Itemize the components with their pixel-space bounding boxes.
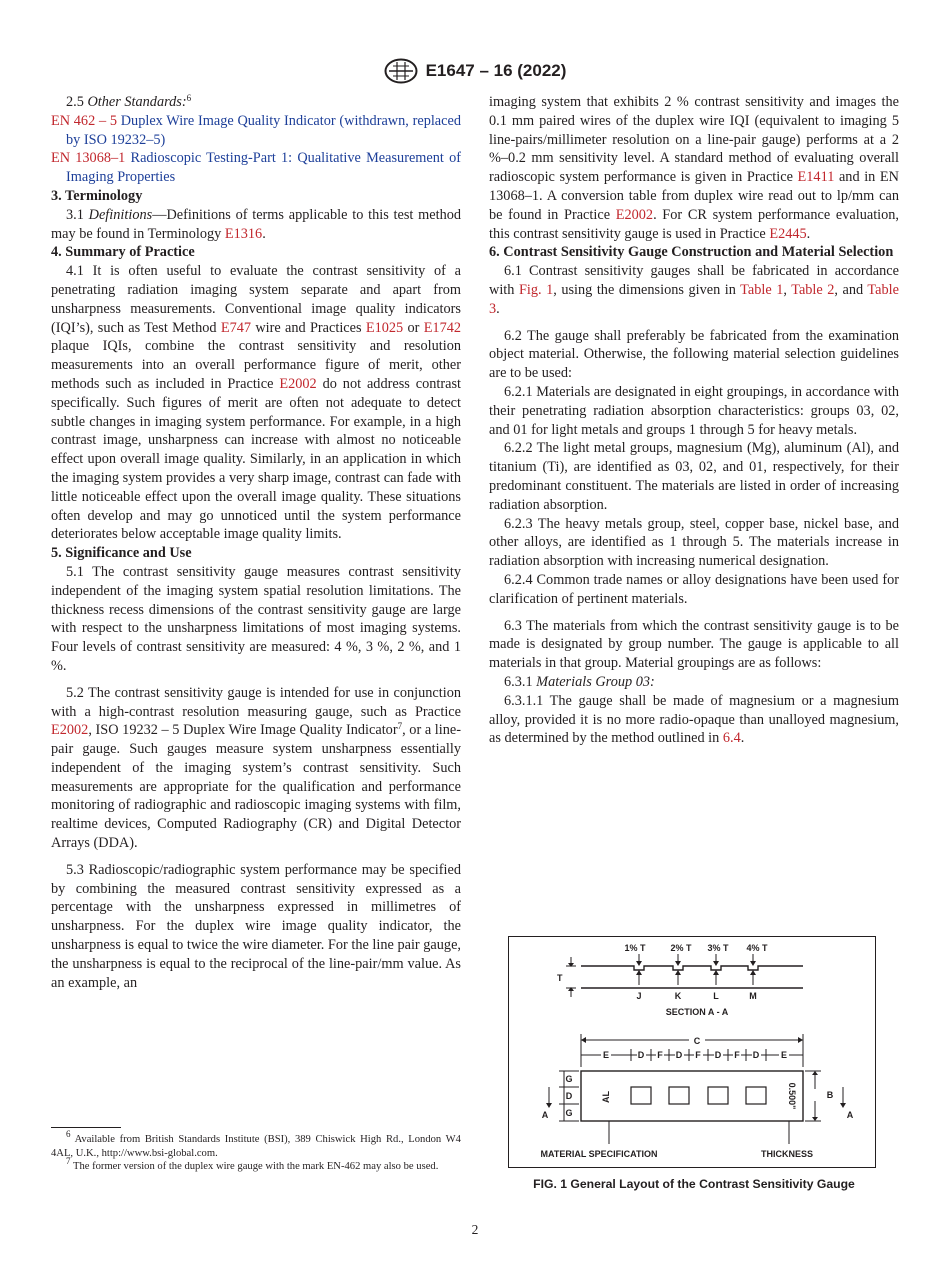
footnotes	[51, 1129, 461, 1174]
section-label: SECTION A - A	[665, 1007, 729, 1017]
paragraph-3-1: 3.1 Definitions—Definitions of terms applicable to this test method may be found in Terminology E1316.	[51, 206, 462, 242]
right-column	[489, 93, 899, 748]
label-a-left: A	[541, 1110, 549, 1120]
label-2pct-t: 2% T	[670, 943, 692, 953]
gauge-plan-outline	[581, 1071, 803, 1121]
paragraph-5-3: 5.3 Radioscopic/radiographic system performance may be specified by combining the measured contrast sensitivity expressed as a percentage with the unsharpness expressed in millimetres of unsharpness. For the duplex wire image quality indicator, the unsharpness is equal to twice the wire diameter. For the line pair gauge, the unsharpness is equal to the reciprocal of the line-pair/mm value. As an example, an	[51, 861, 461, 991]
page-number: 2	[471, 1222, 479, 1237]
ref-link-e2002[interactable]: E2002	[51, 722, 89, 739]
paragraph-6-2: 6.2 The gauge shall preferably be fabricated from the examination object material. Otherwise, the following material selection guidelines are to be used:	[489, 327, 899, 382]
paragraph-6-3: 6.3 The materials from which the contrast sensitivity gauge is to be made is designated by group number. The gauge is applicable to all materials in that group. Material groupings are as follows:	[489, 617, 899, 672]
section-6-4-link[interactable]: 6.4	[722, 730, 741, 747]
table-1-link[interactable]: Table 1	[740, 281, 784, 298]
label-d-2: D	[675, 1050, 683, 1060]
ref-link-e747[interactable]: E747	[220, 319, 252, 336]
label-a-right: A	[846, 1110, 854, 1120]
label-3pct-t: 3% T	[707, 943, 729, 953]
footnote-6: $^6$ Available from British Standards Institute (BSI), 389 Chiswick High Rd., London W4 4AL, U.K., http://www.bsi-global.com.	[51, 1129, 461, 1159]
ref-link-e1411[interactable]: E1411	[797, 169, 835, 186]
gauge-drawing	[509, 937, 874, 1166]
paragraph-6-2-1: 6.2.1 Materials are designated in eight groupings, in accordance with their penetrating radiation absorption characteristics: groups 03, 02, and 01 for light metals and groups 1 through 5 for heavy metals.	[489, 383, 899, 438]
label-f-3: F	[734, 1050, 740, 1060]
label-g-bottom: G	[565, 1108, 573, 1118]
section-arrow-right	[840, 1103, 846, 1108]
label-d-3: D	[714, 1050, 722, 1060]
paragraph-5-3-continued: imaging system that exhibits 2 % contrast sensitivity and images the 0.1 mm paired wires of the duplex wire IQI (equivalent to imaging 5 line-pairs/millimeter resolution on a line-pair gauge) performs at a 2 %–0.2 mm sensitivity level. A standard method of evaluating overall radioscopic system performance is given in Practice E1411 and in EN 13068–1. A conversion table from duplex wire read out to lp/mm can be found in Practice E2002. For CR system performance evaluation, this contrast sensitivity gauge is used in Practice E2445.	[489, 94, 900, 242]
figure-caption: FIG. 1 General Layout of the Contrast Sensitivity Gauge	[533, 1177, 855, 1191]
astm-logo-icon	[384, 58, 418, 84]
section-5-heading: 5. Significance and Use	[51, 545, 192, 562]
ref-link-e2002[interactable]: E2002	[615, 206, 654, 223]
paragraph-5-2: 5.2 The contrast sensitivity gauge is intended for use in conjunction with a high-contrast resolution measuring gauge, such as Practice E2002, ISO 19232 – 5 Duplex Wire Image Quality Indicator$^7$, or a line-pair gauge. Such gauges measure system unsharpness essentially independent of the imaging system’s contrast sensitivity. Such measurements are appropriate for the qualification and performance monitoring of radiographic and radioscopic imaging systems with film, realtime devices, Computed Radiography (CR) and Digital Detector Arrays (DDA).	[51, 684, 461, 852]
efd-dimension	[581, 1049, 803, 1061]
footnote-rule	[51, 1127, 121, 1128]
section-profile	[581, 966, 803, 988]
label-d-4: D	[752, 1050, 760, 1060]
ref-link-e1025[interactable]: E1025	[365, 319, 404, 336]
label-k: K	[674, 991, 682, 1001]
label-1pct-t: 1% T	[624, 943, 646, 953]
top-arrowheads	[636, 961, 756, 966]
label-f-2: F	[695, 1050, 701, 1060]
document-title: E1647 – 16 (2022)	[425, 61, 567, 80]
paragraph-6-3-1: 6.3.1 Materials Group 03:	[504, 673, 655, 690]
label-d-side: D	[565, 1091, 573, 1101]
paragraph-6-2-2: 6.2.2 The light metal groups, magnesium (Mg), aluminum (Al), and titanium (Ti), are identified as 03, 02, and 01, respectively, for their predominant constituent. The materials are listed in order of increasing radiation absorption.	[489, 440, 899, 513]
label-l: L	[713, 991, 719, 1001]
label-b: B	[826, 1090, 834, 1100]
label-e-left: E	[602, 1050, 610, 1060]
ref-link-en-462-5[interactable]: EN 462 – 5	[51, 112, 117, 129]
b-arrow-bottom	[812, 1117, 818, 1121]
thickness-label: THICKNESS	[760, 1149, 814, 1159]
paragraph-4-1: 4.1 It is often useful to evaluate the contrast sensitivity of a penetrating radiation imaging system separate and apart from unsharpness measurements. Conventional image quality indicators (IQI’s), such as Test Method E747 wire and Practices E1025 or E1742 plaque IQIs, combine the contrast sensitivity and resolution measurements into an overall performance figure of merit, other methods such as included in Practice E2002 do not address contrast specifically. Such figures of merit are often not adequate to detect subtle changes in imaging system performance. For example, in a high contrast image, unsharpness can increase with almost no noticeable effect upon overall image quality. Similarly, in an application in which the imaging system provides a very sharp image, contrast can fade with little noticeable effect upon the overall image quality. These situations often develop and may go unnoticed until the system performance deteriorates below acceptable image quality limits.	[51, 263, 462, 543]
left-column	[51, 93, 461, 992]
paragraph-6-3-1-1: 6.3.1.1 The gauge shall be made of magnesium or a magnesium alloy, provided it is no more radio-opaque than unalloyed magnesium, as determined by the method outlined in 6.4.	[489, 692, 899, 747]
table-3-link[interactable]: Table 3	[489, 281, 899, 317]
section-2-5-heading: 2.5 Other Standards:$^6$	[66, 93, 192, 110]
label-4pct-t: 4% T	[746, 943, 768, 953]
section-arrow-left	[546, 1103, 552, 1108]
reference-en-13068-1: EN 13068–1 Radioscopic Testing-Part 1: Qualitative Measurement of Imaging Properties	[51, 150, 462, 186]
top-arrows	[639, 954, 753, 964]
reference-en-462-5: EN 462 – 5 Duplex Wire Image Quality Indicator (withdrawn, replaced by ISO 19232–5)	[51, 112, 461, 148]
table-2-link[interactable]: Table 2	[791, 281, 835, 298]
label-g-top: G	[565, 1074, 573, 1084]
label-al: AL	[601, 1091, 611, 1103]
footnote-7: $^7$ The former version of the duplex wire gauge with the mark EN-462 may also be used.	[66, 1156, 439, 1173]
paragraph-6-1: 6.1 Contrast sensitivity gauges shall be fabricated in accordance with Fig. 1, using the dimensions given in Table 1, Table 2, and Table 3.	[489, 263, 899, 317]
ref-link-e2002[interactable]: E2002	[279, 375, 317, 392]
label-f-1: F	[657, 1050, 663, 1060]
label-j: J	[636, 991, 642, 1001]
ref-link-e1742[interactable]: E1742	[423, 319, 462, 336]
b-dimension	[805, 1071, 821, 1121]
section-4-heading: 4. Summary of Practice	[51, 244, 195, 261]
c-arrow-right	[798, 1037, 803, 1043]
paragraph-6-2-4: 6.2.4 Common trade names or alloy designations have been used for clarification of pertinent materials.	[489, 571, 899, 607]
ref-link-e1316[interactable]: E1316	[224, 225, 263, 242]
paragraph-6-2-3: 6.2.3 The heavy metals group, steel, copper base, nickel base, and other alloys, are identified as 1 through 5. The materials increase in radiation absorption with increasing numerical designation.	[489, 515, 899, 570]
page-header	[0, 56, 950, 86]
figure-1	[508, 936, 876, 1168]
section-3-heading: 3. Terminology	[51, 187, 143, 204]
b-arrow-top	[812, 1071, 818, 1075]
c-dimension	[581, 1034, 803, 1067]
section-6-heading: 6. Contrast Sensitivity Gauge Construction and Material Selection	[489, 244, 894, 261]
ref-link-en-13068-1[interactable]: EN 13068–1	[51, 150, 126, 167]
label-m: M	[749, 991, 757, 1001]
label-e-right: E	[780, 1050, 788, 1060]
label-d-1: D	[637, 1050, 645, 1060]
fig-1-link[interactable]: Fig. 1	[518, 281, 554, 298]
ref-link-e2445[interactable]: E2445	[769, 225, 807, 242]
label-c: C	[693, 1036, 701, 1046]
paragraph-5-1: 5.1 The contrast sensitivity gauge measures contrast sensitivity independent of the imaging system spatial resolution limitations. The thickness recess dimensions of the contrast sensitivity gauge are large with respect to the unsharpness limitations of most imaging systems. Four levels of contrast sensitivity are measured: 4 %, 3 %, 2 %, and 1 %.	[51, 563, 461, 674]
recess-squares	[631, 1087, 766, 1104]
material-spec-label: MATERIAL SPECIFICATION	[540, 1149, 658, 1159]
recess-leaders	[639, 972, 753, 985]
c-arrow-left	[581, 1037, 586, 1043]
thickness-value: 0.500"	[787, 1082, 797, 1110]
label-t: T	[557, 973, 563, 983]
recess-arrowheads	[636, 970, 756, 975]
